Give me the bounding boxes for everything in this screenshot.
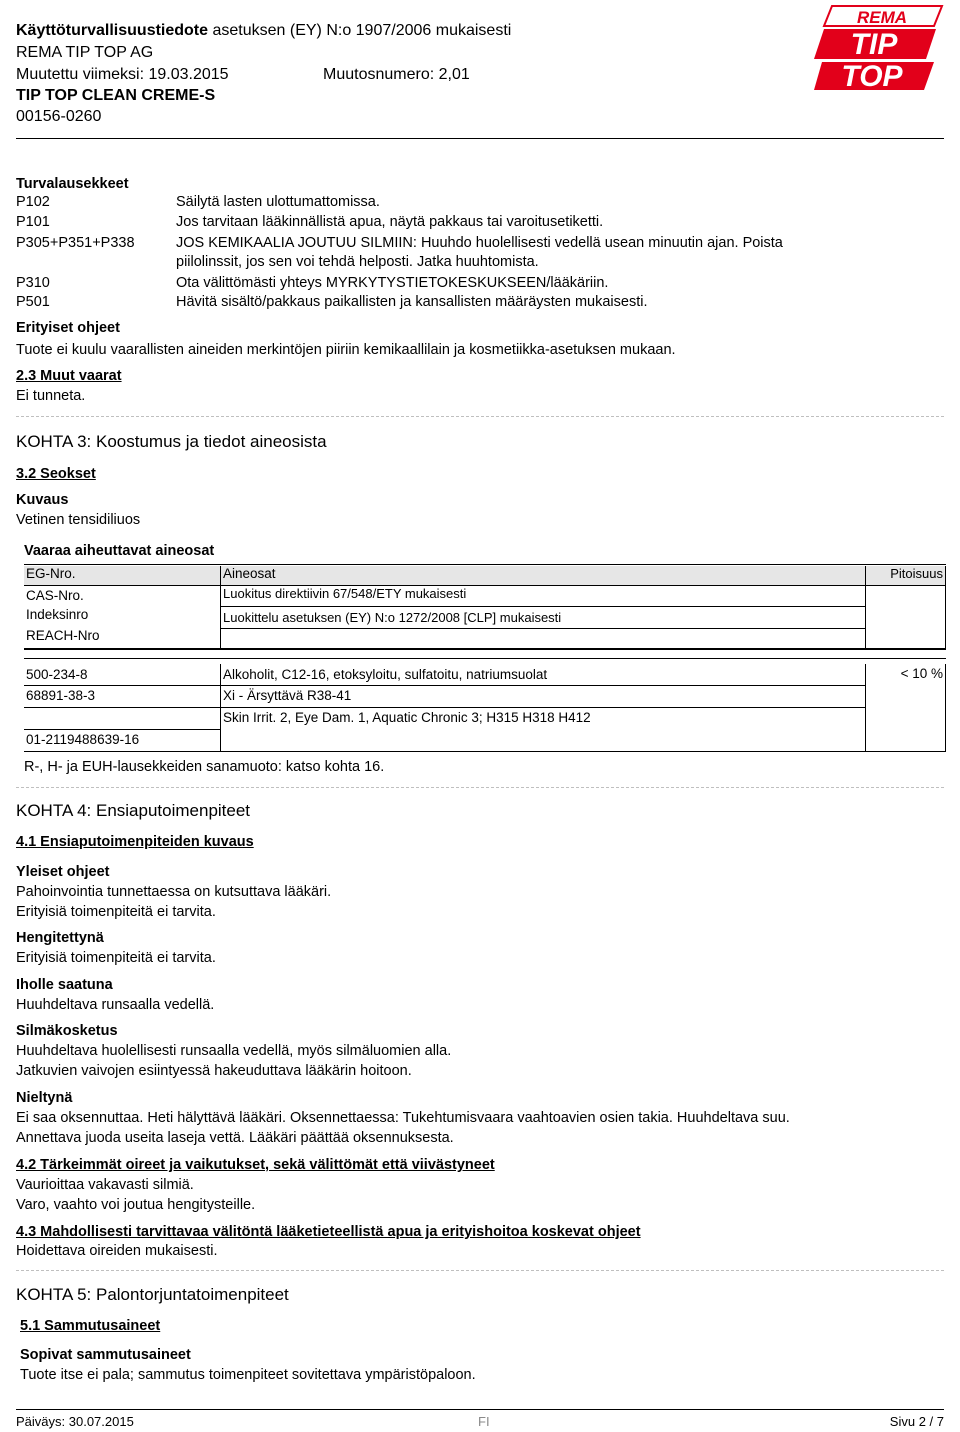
footer-page: Sivu 2 / 7 bbox=[889, 1414, 944, 1429]
precaution-code: P501 bbox=[16, 294, 50, 310]
eye-text-2: Jatkuvien vaivojen esiintyessä hakeuduttava lääkärin hoitoon. bbox=[16, 1063, 412, 1079]
td-dsd: Xi - Ärsyttävä R38-41 bbox=[221, 686, 866, 708]
precaution-code: P101 bbox=[16, 214, 50, 230]
section-divider bbox=[16, 1270, 944, 1271]
footer-divider bbox=[16, 1409, 944, 1410]
hazardous-components-title: Vaaraa aiheuttavat aineosat bbox=[24, 543, 215, 559]
th-concentration: Pitoisuus bbox=[866, 566, 946, 586]
precaution-code: P310 bbox=[16, 275, 50, 291]
logo-top-text: REMA bbox=[856, 8, 908, 27]
product-name: TIP TOP CLEAN CREME-S bbox=[16, 87, 216, 104]
product-code: 00156-0260 bbox=[16, 108, 102, 125]
td-cas: 68891-38-3 bbox=[24, 686, 221, 708]
th-cas: CAS-Nro. bbox=[26, 588, 84, 603]
skin-text: Huuhdeltava runsaalla vedellä. bbox=[16, 997, 215, 1013]
section5-sub: 5.1 Sammutusaineet bbox=[20, 1318, 161, 1334]
row-top-rule bbox=[24, 658, 946, 659]
section4-sub1: 4.1 Ensiaputoimenpiteiden kuvaus bbox=[16, 834, 254, 850]
header-divider bbox=[16, 138, 944, 139]
td-index bbox=[24, 708, 221, 730]
treatment-text: Hoidettava oireiden mukaisesti. bbox=[16, 1243, 218, 1259]
th-dsd: Luokitus direktiivin 67/548/ETY mukaisesti bbox=[221, 586, 866, 607]
suitable-media-title: Sopivat sammutusaineet bbox=[20, 1347, 191, 1363]
general-text-2: Erityisiä toimenpiteitä ei tarvita. bbox=[16, 904, 216, 920]
td-eg: 500-234-8 bbox=[24, 664, 221, 686]
th-eg: EG-Nro. bbox=[24, 566, 221, 586]
precaution-text: Säilytä lasten ulottumattomissa. bbox=[176, 194, 380, 210]
other-hazards-text: Ei tunneta. bbox=[16, 388, 86, 404]
general-text-1: Pahoinvointia tunnettaessa on kutsuttava lääkäri. bbox=[16, 884, 332, 900]
td-clp: Skin Irrit. 2, Eye Dam. 1, Aquatic Chronic 3; H315 H318 H412 bbox=[221, 708, 866, 730]
th-ids bbox=[24, 586, 221, 650]
section-divider bbox=[16, 416, 944, 417]
section4-title: KOHTA 4: Ensiaputoimenpiteet bbox=[16, 801, 251, 820]
doc-title: Käyttöturvallisuustiedote asetuksen (EY) N:o 1907/2006 mukaisesti bbox=[16, 22, 512, 39]
th-empty bbox=[221, 629, 866, 650]
th-components: Aineosat bbox=[221, 566, 866, 586]
footer-date: Päiväys: 30.07.2015 bbox=[16, 1414, 134, 1429]
inhalation-title: Hengitettynä bbox=[16, 930, 104, 946]
section-divider bbox=[16, 787, 944, 788]
ingestion-title: Nieltynä bbox=[16, 1090, 73, 1106]
section3-title: KOHTA 3: Koostumus ja tiedot aineosista bbox=[16, 432, 327, 451]
ingestion-text-1: Ei saa oksennuttaa. Heti hälyttävä lääkäri. Oksennettaessa: Tukehtumisvaara vaahtoavien osien takia. Huuhdeltava suu. bbox=[16, 1110, 790, 1126]
precaution-text: JOS KEMIKAALIA JOUTUU SILMIIN: Huuhdo huolellisesti vedellä usean minuutin ajan. Poista bbox=[176, 235, 783, 251]
section3-sub: 3.2 Seokset bbox=[16, 466, 96, 482]
footer-language: FI bbox=[478, 1414, 490, 1429]
revision-number: Muutosnumero: 2,01 bbox=[323, 66, 470, 83]
revised-date: Muutettu viimeksi: 19.03.2015 bbox=[16, 66, 229, 83]
description-title: Kuvaus bbox=[16, 492, 69, 508]
logo-bottom-text: TOP bbox=[841, 60, 903, 92]
th-clp: Luokittelu asetuksen (EY) N:o 1272/2008 [CLP] mukaisesti bbox=[221, 607, 866, 629]
section5-title: KOHTA 5: Palontorjuntatoimenpiteet bbox=[16, 1285, 289, 1304]
rema-tip-top-logo bbox=[814, 4, 944, 92]
td-empty bbox=[221, 730, 866, 752]
description-text: Vetinen tensidiliuos bbox=[16, 512, 141, 528]
th-conc-empty bbox=[866, 586, 946, 650]
td-name: Alkoholit, C12-16, etoksyloitu, sulfatoitu, natriumsuolat bbox=[221, 664, 866, 686]
th-index: Indeksinro bbox=[26, 607, 89, 622]
precaution-text: Hävitä sisältö/pakkaus paikallisten ja kansallisten määräysten mukaisesti. bbox=[176, 294, 648, 310]
special-title: Erityiset ohjeet bbox=[16, 320, 120, 336]
td-reach: 01-2119488639-16 bbox=[24, 730, 221, 752]
symptoms-text-2: Varo, vaahto voi joutua hengitysteille. bbox=[16, 1197, 256, 1213]
section4-sub3: 4.3 Mahdollisesti tarvittavaa välitöntä lääketieteellistä apua ja erityishoitoa koskevat ohjeet bbox=[16, 1224, 641, 1240]
precautions-title: Turvalausekkeet bbox=[16, 176, 129, 192]
precaution-text-cont: piilolinssit, jos sen voi tehdä helposti. Jatka huuhtomista. bbox=[176, 254, 539, 270]
precaution-text: Jos tarvitaan lääkinnällistä apua, näytä pakkaus tai varoitusetiketti. bbox=[176, 214, 604, 230]
th-reach: REACH-Nro bbox=[26, 628, 100, 643]
ingestion-text-2: Annettava juoda useita laseja vettä. Lääkäri päättää oksennuksesta. bbox=[16, 1130, 454, 1146]
other-hazards-title: 2.3 Muut vaarat bbox=[16, 368, 122, 384]
precaution-code: P305+P351+P338 bbox=[16, 235, 135, 251]
eye-text-1: Huuhdeltava huolellisesti runsaalla vedellä, myös silmäluomien alla. bbox=[16, 1043, 452, 1059]
td-concentration: < 10 % bbox=[866, 664, 946, 752]
eye-title: Silmäkosketus bbox=[16, 1023, 118, 1039]
skin-title: Iholle saatuna bbox=[16, 977, 113, 993]
phrases-note: R-, H- ja EUH-lausekkeiden sanamuoto: katso kohta 16. bbox=[24, 759, 385, 775]
symptoms-text-1: Vaurioittaa vakavasti silmiä. bbox=[16, 1177, 194, 1193]
inhalation-text: Erityisiä toimenpiteitä ei tarvita. bbox=[16, 950, 216, 966]
general-title: Yleiset ohjeet bbox=[16, 864, 110, 880]
special-text: Tuote ei kuulu vaarallisten aineiden merkintöjen piiriin kemikaallilain ja kosmetiikka-asetuksen mukaan. bbox=[16, 342, 676, 358]
precaution-code: P102 bbox=[16, 194, 50, 210]
logo-mid-text: TIP bbox=[850, 28, 898, 61]
precaution-text: Ota välittömästi yhteys MYRKYTYSTIETOKESKUKSEEN/lääkäriin. bbox=[176, 275, 609, 291]
section4-sub2: 4.2 Tärkeimmät oireet ja vaikutukset, sekä välittömät että viivästyneet bbox=[16, 1157, 495, 1173]
company-name: REMA TIP TOP AG bbox=[16, 44, 154, 61]
table-top-rule bbox=[24, 564, 946, 565]
suitable-media-text: Tuote itse ei pala; sammutus toimenpiteet sovitettava ympäristöpaloon. bbox=[20, 1367, 476, 1383]
